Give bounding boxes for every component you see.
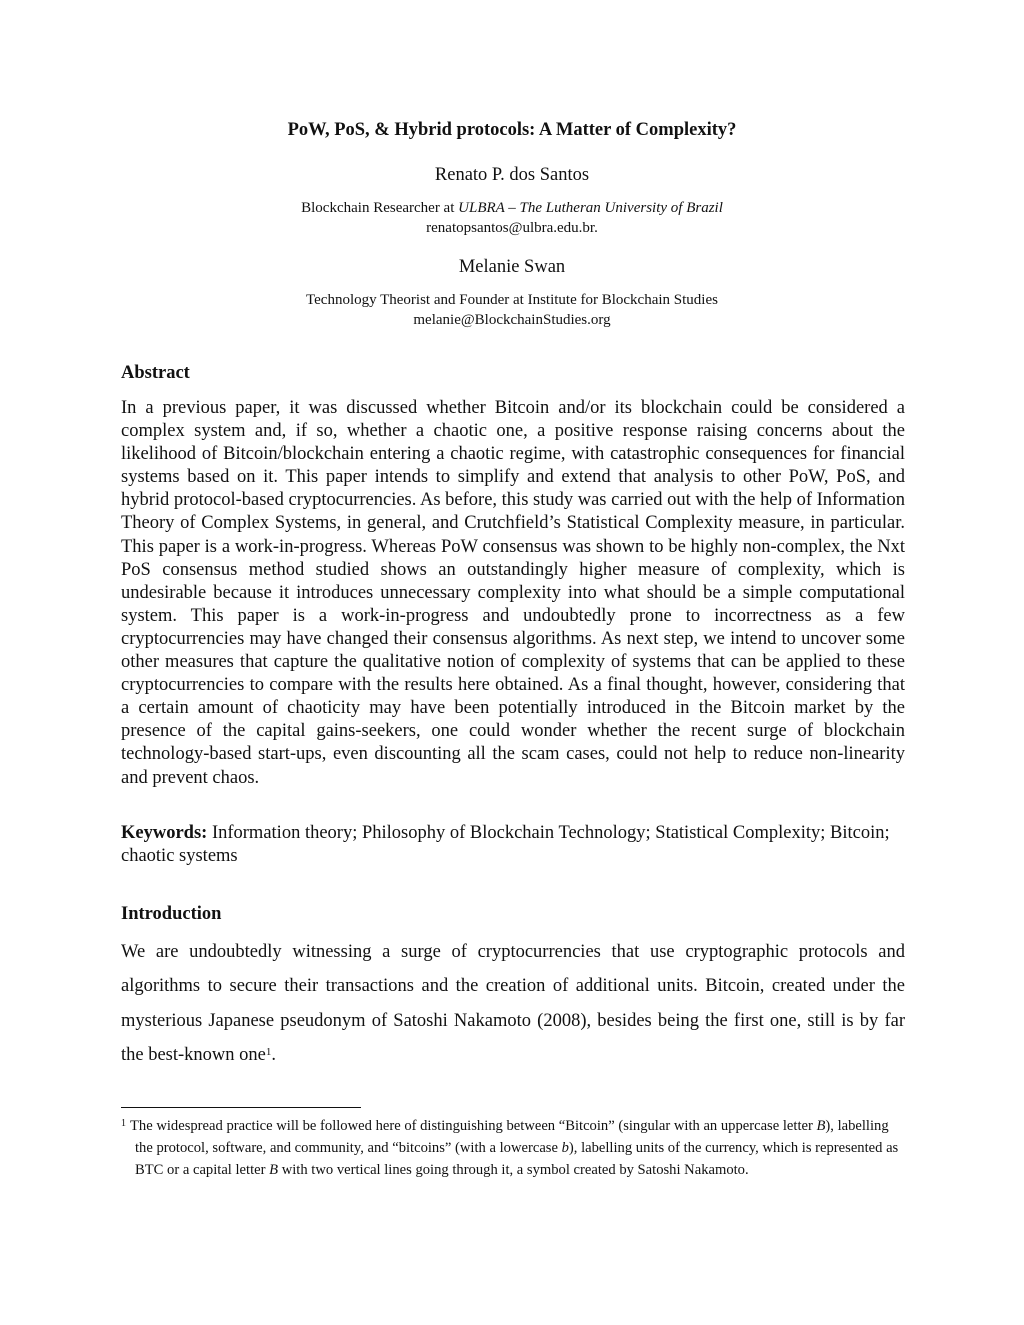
- footnote-text: ), labelling units of the currency, which is represented as BTC or a capital letter: [135, 1140, 899, 1179]
- footnote-italic: B: [816, 1118, 826, 1134]
- introduction-text: We are undoubtedly witnessing a surge of cryptocurrencies that use cryptographic protocols and algorithms to secure their transactions and the creation of additional units. Bitcoin, created under the mysterious Japanese pseudonym of Satoshi Nakamoto (2008), besides being the first one, still is by far the best-known one: [121, 942, 905, 1065]
- author-email-2: melanie@BlockchainStudies.org: [413, 312, 611, 328]
- keywords-list: Information theory; Philosophy of Blockchain Technology; Statistical Complexity; Bitcoin; chaotic systems: [121, 823, 890, 867]
- keywords-label: Keywords:: [121, 823, 208, 843]
- footnote-divider: [121, 1107, 361, 1108]
- abstract-body: In a previous paper, it was discussed whether Bitcoin and/or its blockchain could be considered a complex system and, if so, whether a chaotic one, a positive response raising concerns about the likelihood of Bitcoin/blockchain entering a chaotic regime, with catastrophic consequences for financial systems based on it. This paper intends to simplify and extend that analysis to other PoW, PoS, and hybrid protocol-based cryptocurrencies. As before, this study was carried out with the help of Information Theory of Complex Systems, in general, and Crutchfield’s Statistical Complexity measure, in particular. This paper is a work-in-progress. Whereas PoW consensus was shown to be highly non-complex, the Nxt PoS consensus method studied shows an outstandingly higher measure of complexity, which is undesirable because it introduces unnecessary complexity into what should be a simple computational system. This paper is a work-in-progress and undoubtedly prone to incorrectness as a few cryptocurrencies may have changed their consensus algorithms. As next step, we intend to uncover some other measures that capture the qualitative notion of complexity of systems that can be applied to these cryptocurrencies to compare with the results here obtained. As a final thought, however, considering that a certain amount of chaoticity may have been potentially introduced in the Bitcoin market by the presence of the capital gains-seekers, one could wonder whether the recent surge of blockchain technology-based start-ups, even discounting all the scam cases, could not help to reduce non-linearity and prevent chaos.: [121, 398, 905, 788]
- author-affiliation-2: Technology Theorist and Founder at Institute for Blockchain Studies: [306, 292, 718, 308]
- footnote-reference[interactable]: 1: [265, 1045, 272, 1058]
- footnote-text: ), labelling the protocol, software, and community, and “bitcoins” (with a lowercase: [135, 1118, 889, 1157]
- author-name-1: Renato P. dos Santos: [434, 165, 590, 185]
- introduction-body: [121, 935, 905, 1072]
- footnote: [121, 1115, 907, 1181]
- author-email-1: renatopsantos@ulbra.edu.br.: [426, 220, 598, 236]
- author-affiliation-1: [0, 198, 1024, 218]
- introduction-heading: Introduction: [121, 904, 222, 924]
- author-name-2: Melanie Swan: [458, 257, 566, 277]
- footnote-number: 1: [121, 1118, 126, 1129]
- keywords: [121, 822, 905, 868]
- paper-title: PoW, PoS, & Hybrid protocols: A Matter of Complexity?: [287, 120, 737, 140]
- introduction-text-end: .: [271, 1044, 277, 1065]
- affiliation-institution: ULBRA – The Lutheran University of Brazil: [458, 200, 723, 216]
- footnote-text: The widespread practice will be followed here of distinguishing between “Bitcoin” (singular with an uppercase letter: [130, 1118, 817, 1134]
- affiliation-prefix: Blockchain Researcher at: [301, 200, 459, 216]
- footnote-text: with two vertical lines going through it, a symbol created by Satoshi Nakamoto.: [278, 1162, 749, 1179]
- footnote-italic: b: [561, 1140, 569, 1157]
- footnote-italic: B: [269, 1162, 279, 1179]
- abstract-heading: Abstract: [121, 363, 190, 383]
